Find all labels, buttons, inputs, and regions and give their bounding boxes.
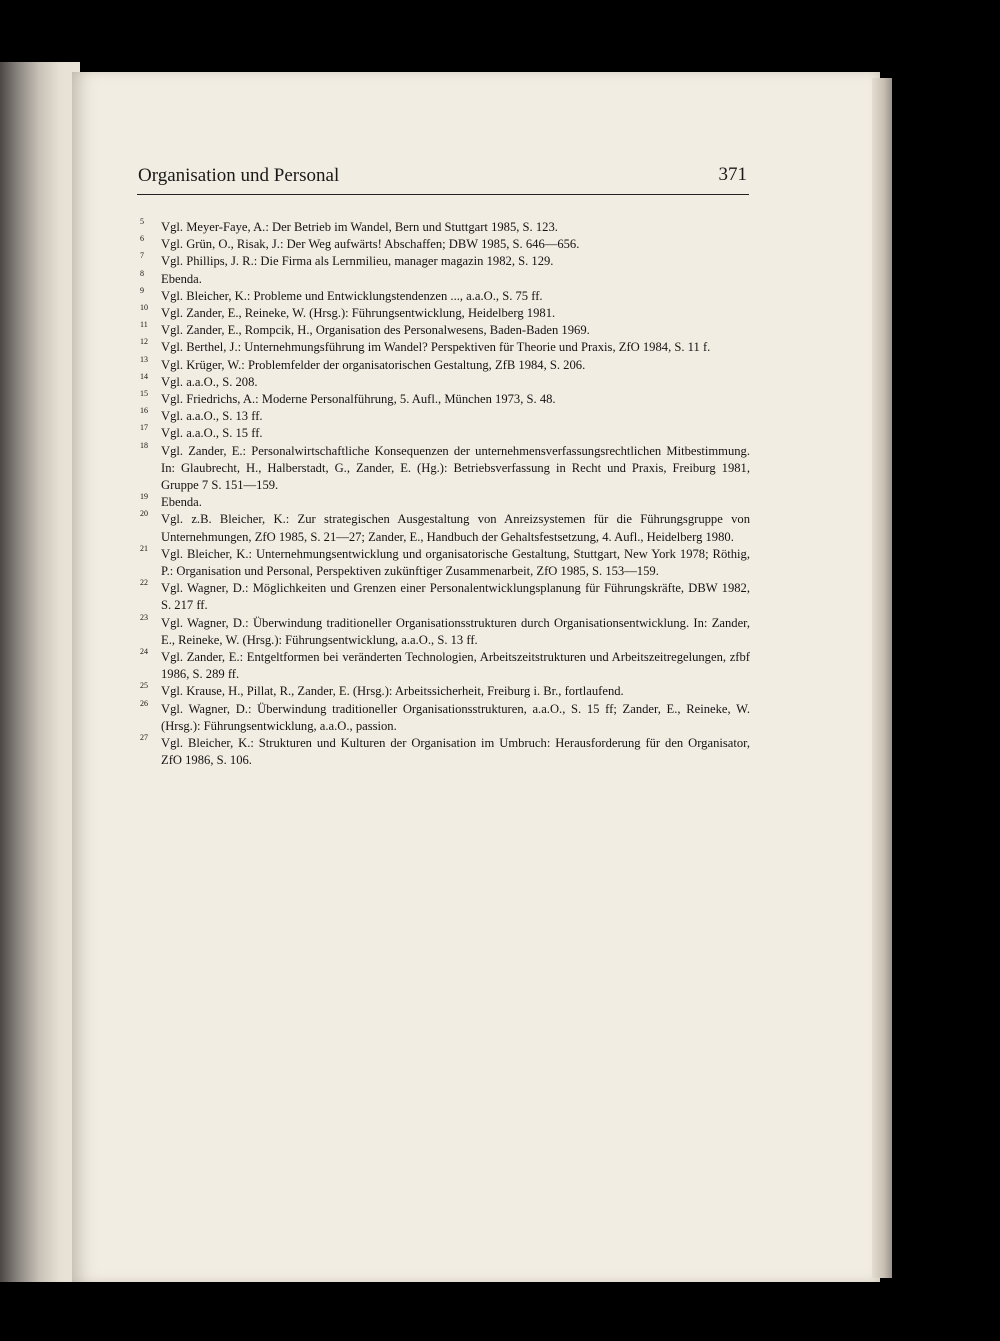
footnote-text: Vgl. Krüger, W.: Problemfelder der organisatorischen Gestaltung, ZfB 1984, S. 206. [161,357,586,372]
footnote-text: Vgl. Wagner, D.: Überwindung traditioneller Organisationsstrukturen, a.a.O., S. 15 ff; Zander, E., Reineke, W. (Hrsg.): Führungsentwicklung, a.a.O., passion. [161,701,750,733]
footnote [140,339,750,356]
footnote-number: 7 [140,251,144,261]
footnote [140,425,750,442]
footnote-number: 14 [140,371,148,381]
page-number: 371 [718,164,747,185]
footnote [140,219,750,236]
footnote-text: Vgl. Zander, E.: Personalwirtschaftliche Konsequenzen der unternehmensverfassungsrechtlichen Mitbestimmung. In: Glaubrecht, H., Halberstadt, G., Zander, E. (Hg.): Betriebsverfassung in Recht und Praxis, Freiburg 1981, Gruppe 7 S. 151—159. [161,443,750,493]
footnote-number: 27 [140,733,148,743]
footnote [140,580,750,614]
footnote [140,268,750,288]
footnote [140,371,750,391]
footnote-text: Vgl. Zander, E., Rompcik, H., Organisation des Personalwesens, Baden-Baden 1969. [161,323,590,338]
footnote-number: 23 [140,612,148,622]
footnote-text: Ebenda. [161,495,202,510]
footnote [140,698,750,735]
footnote [140,322,750,339]
footnote-number: 6 [140,234,144,244]
footnote [140,440,750,495]
footnote [140,612,750,649]
footnote-number: 24 [140,647,148,657]
footnote-number: 12 [140,337,148,347]
footnote-text: Vgl. Berthel, J.: Unternehmungsführung im Wandel? Perspektiven für Theorie und Praxis, ZfO 1984, S. 11 f. [161,340,711,355]
footnote-number: 26 [140,698,148,708]
footnote [140,543,750,580]
footnote-text: Vgl. Phillips, J. R.: Die Firma als Lernmilieu, manager magazin 1982, S. 129. [161,254,554,269]
footnote [140,236,750,253]
footnote-text: Vgl. Friedrichs, A.: Moderne Personalführung, 5. Aufl., München 1973, S. 48. [161,392,556,407]
footnote [140,391,750,408]
footnote-text: Vgl. Krause, H., Pillat, R., Zander, E. (Hrsg.): Arbeitssicherheit, Freiburg i. Br., fortlaufend. [161,684,624,699]
footnote-text: Vgl. Grün, O., Risak, J.: Der Weg aufwärts! Abschaffen; DBW 1985, S. 646—656. [161,237,580,252]
running-header [137,160,749,195]
footnote [140,305,750,322]
footnote [140,683,750,700]
footnote-number: 18 [140,440,148,450]
footnote-text: Vgl. Meyer-Faye, A.: Der Betrieb im Wandel, Bern und Stuttgart 1985, S. 123. [161,220,558,234]
footnote-number: 25 [140,681,148,691]
footnote [140,494,750,511]
footnote-text: Vgl. a.a.O., S. 15 ff. [161,426,263,441]
footnote-number: 16 [140,406,148,416]
footnote [140,354,750,374]
footnote-number: 15 [140,389,148,399]
footnote-number: 17 [140,423,148,433]
footnote-number: 20 [140,509,148,519]
footnote-text: Vgl. Wagner, D.: Überwindung traditioneller Organisationsstrukturen durch Organisationsentwicklung. In: Zander, E., Reineke, W. (Hrsg.): Führungsentwicklung, a.a.O., S. 13 ff. [161,615,750,647]
footnote [140,649,750,683]
footnote-number: 11 [140,320,148,330]
footnote-text: Vgl. z.B. Bleicher, K.: Zur strategischen Ausgestaltung von Anreizsystemen für die Führungsgruppe von Unternehmungen, ZfO 1985, S. 21—27; Zander, E., Handbuch der Gehaltsfestsetzung, 4. Aufl., Heidelberg 1980. [161,512,750,544]
page-right-edge [872,78,892,1278]
footnote-text: Vgl. Zander, E., Reineke, W. (Hrsg.): Führungsentwicklung, Heidelberg 1981. [161,306,556,321]
footnotes-list [140,219,750,770]
footnote-text: Vgl. a.a.O., S. 208. [161,374,258,389]
footnote-number: 13 [140,354,148,364]
footnote-text: Vgl. Wagner, D.: Möglichkeiten und Grenzen einer Personalentwicklungsplanung für Führungskräfte, DBW 1982, S. 217 ff. [161,581,750,613]
footnote-number: 21 [140,543,148,553]
book-spine-edge [0,62,80,1282]
running-title: Organisation und Personal [138,165,340,186]
footnote [140,735,750,769]
footnote-text: Vgl. a.a.O., S. 13 ff. [161,409,263,424]
footnote-number: 9 [140,285,144,295]
footnote [140,408,750,425]
footnote-number: 5 [140,217,144,226]
footnote [140,511,750,545]
footnote [140,253,750,270]
footnote-number: 19 [140,492,148,502]
footnote-number: 22 [140,578,148,588]
footnote-text: Vgl. Bleicher, K.: Unternehmungsentwicklung und organisatorische Gestaltung, Stuttgart, New York 1978; Röthig, P.: Organisation und Personal, Perspektiven zukünftiger Zusammenarbeit, ZfO 1985, S. 153—159. [161,546,750,579]
footnote-text: Ebenda. [161,271,202,286]
footnote-text: Vgl. Bleicher, K.: Probleme und Entwicklungstendenzen ..., a.a.O., S. 75 ff. [161,288,543,303]
footnote-text: Vgl. Bleicher, K.: Strukturen und Kulturen der Organisation im Umbruch: Herausforderung für den Organisator, ZfO 1986, S. 106. [161,736,750,768]
footnote-number: 10 [140,303,148,313]
footnote-number: 8 [140,268,144,278]
footnote-text: Vgl. Zander, E.: Entgeltformen bei veränderten Technologien, Arbeitszeitstrukturen und Arbeitszeitregelungen, zfbf 1986, S. 289 ff. [161,650,750,682]
footnote [140,285,750,305]
